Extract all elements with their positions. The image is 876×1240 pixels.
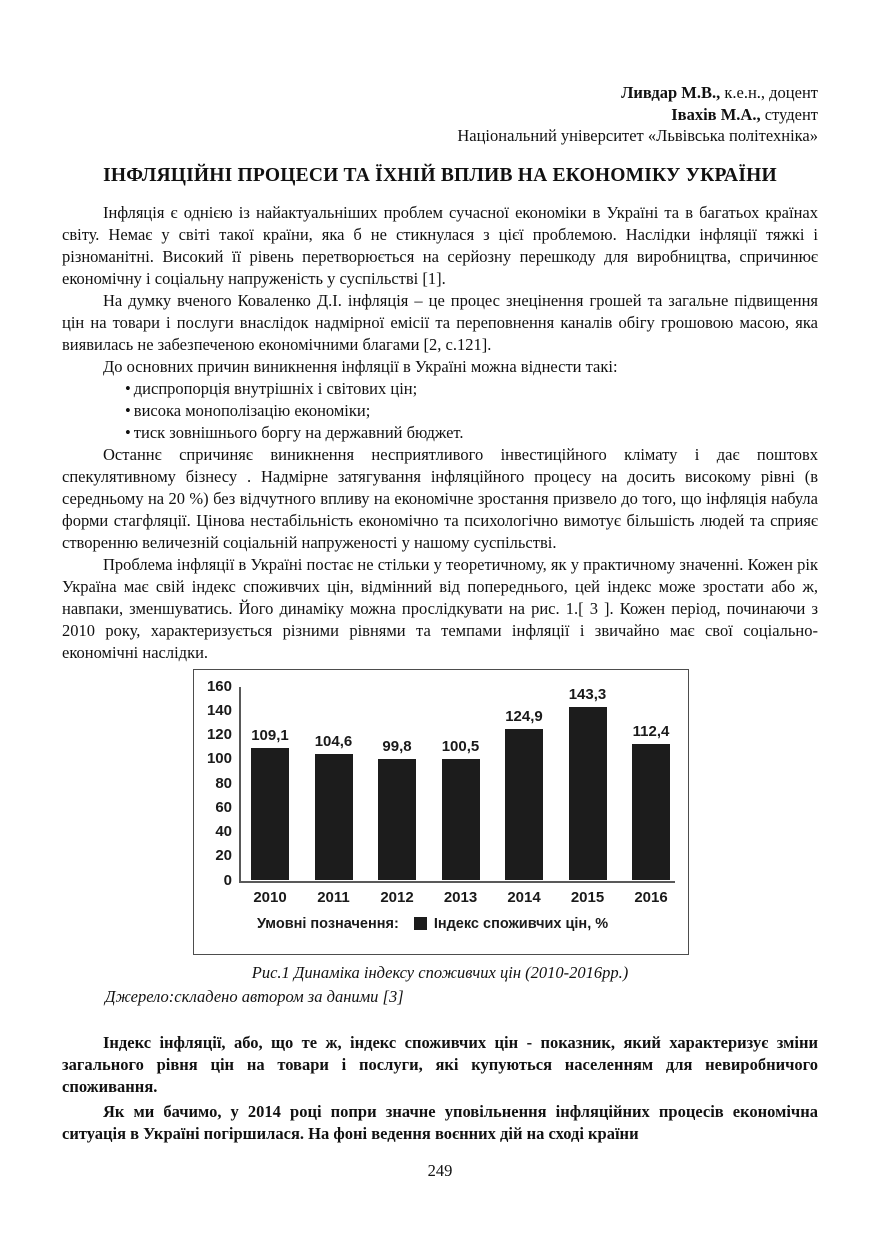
chart-legend xyxy=(257,916,608,932)
bullet-icon: • xyxy=(125,378,131,398)
bar xyxy=(442,759,480,881)
y-axis-tick-label: 80 xyxy=(215,774,232,792)
x-axis-line xyxy=(239,881,675,883)
affiliation: Національний університет «Львівська політехніка» xyxy=(457,126,818,145)
bar xyxy=(251,748,289,880)
legend-prefix: Умовні позначення: xyxy=(257,915,399,932)
body-paragraph: Індекс інфляції, або, що те ж, індекс споживчих цін - показник, який характеризує зміни загального рівня цін на товари і послуги, які купуються населенням для невиробничого споживання. xyxy=(62,1032,818,1096)
page-number: 249 xyxy=(427,1160,453,1180)
author-role: студент xyxy=(760,104,818,124)
author-name: Ливдар М.В., xyxy=(621,83,721,102)
bar xyxy=(378,759,416,880)
bar xyxy=(632,744,670,880)
bullet-item xyxy=(125,378,818,400)
legend-label: Індекс споживчих цін, % xyxy=(433,915,609,932)
bar xyxy=(505,729,543,880)
author-block xyxy=(62,82,818,147)
author-role: к.е.н., доцент xyxy=(720,83,818,102)
legend-swatch-icon xyxy=(414,917,427,930)
x-axis-tick-label: 2015 xyxy=(570,888,605,906)
x-axis-tick-label: 2013 xyxy=(443,888,478,906)
y-axis-tick-label: 20 xyxy=(215,847,232,865)
body-paragraph: Як ми бачимо, у 2014 році попри значне уповільнення інфляційних процесів економічна ситуація в Україні погіршилася. На фоні ведення воєнних дій на сході країни xyxy=(62,1101,818,1143)
body-paragraph: До основних причин виникнення інфляції в Україні можна віднести такі: xyxy=(103,356,618,376)
bar-value-label: 109,1 xyxy=(251,727,289,745)
bar-value-label: 100,5 xyxy=(441,737,480,755)
bar-value-label: 99,8 xyxy=(382,738,412,756)
y-axis-tick-label: 120 xyxy=(206,726,232,743)
figure-caption: Рис.1 Динаміка індексу споживчих цін (2010-2016рр.) xyxy=(251,962,629,982)
body-paragraph: Інфляція є однією із найактуальніших проблем сучасної економіки в Україні та в багатьох країнах світу. Немає у світі такої країни, яка б не стикнулася з цієї проблемою. Наслідки інфляції тяжкі і різноманітні. Високий її рівень перетворюється на серйозну перешкоду для виробництва, спричинює економічну і соціальну напруженість у суспільстві [1]. xyxy=(62,202,818,288)
y-axis-line xyxy=(239,687,241,883)
bar xyxy=(315,754,353,881)
bullet-item xyxy=(125,400,818,422)
x-axis-tick-label: 2012 xyxy=(380,888,414,906)
bullet-text: диспропорція внутрішніх і світових цін; xyxy=(133,378,418,398)
x-axis-tick-label: 2014 xyxy=(507,888,541,906)
bullet-icon: • xyxy=(125,400,131,420)
paragraphs-bottom xyxy=(62,1032,818,1145)
page-title: ІНФЛЯЦІЙНІ ПРОЦЕСИ ТА ЇХНІЙ ВПЛИВ НА ЕКОНОМІКУ УКРАЇНИ xyxy=(103,164,777,186)
x-axis-tick-label: 2011 xyxy=(317,888,350,906)
bullet-list xyxy=(62,378,818,444)
body-paragraph: На думку вченого Коваленко Д.І. інфляція – це процес знецінення грошей та загальне підвищення цін на товари і послуги внаслідок надмірної емісії та переповнення каналів обігу грошовою масою, яка виявилась не забезпеченою економічними благами [2, с.121]. xyxy=(62,290,818,354)
figure-source: Джерело:складено автором за даними [3] xyxy=(105,986,404,1006)
x-axis-tick-label: 2010 xyxy=(253,888,287,906)
y-axis-tick-label: 0 xyxy=(223,871,232,889)
y-axis-tick-label: 140 xyxy=(206,701,232,719)
bullet-text: висока монополізацію економіки; xyxy=(133,400,371,420)
figure-chart xyxy=(193,669,689,955)
y-axis-tick-label: 60 xyxy=(215,798,232,816)
y-axis-tick-label: 40 xyxy=(215,823,232,840)
bar-value-label: 112,4 xyxy=(632,723,670,741)
bar-value-label: 104,6 xyxy=(314,732,353,750)
bar-value-label: 143,3 xyxy=(568,685,607,703)
bullet-icon: • xyxy=(125,422,131,442)
author-line xyxy=(62,82,818,104)
y-axis-tick-label: 100 xyxy=(206,750,232,768)
bar xyxy=(569,707,607,881)
body-paragraph: Проблема інфляції в Україні постає не стільки у теоретичному, як у практичному значенні. Кожен рік Україна має свій індекс споживчих цін, відмінний від попереднього, цей індекс може зростати або ж, навпаки, зменшуватись. Його динаміку можна прослідкувати на рис. 1.[ 3 ]. Кожен період, починаючи з 2010 року, характеризується різними рівнями та темпами інфляції і звичайно має свої соціально-економічні наслідки. xyxy=(62,554,818,662)
bullet-text: тиск зовнішнього боргу на державний бюджет. xyxy=(133,422,464,442)
bullet-item xyxy=(125,422,818,444)
author-name: Івахів М.А., xyxy=(671,104,761,124)
paragraphs-mid xyxy=(62,444,818,664)
x-axis-tick-label: 2016 xyxy=(634,888,668,906)
paragraphs-top xyxy=(62,202,818,378)
bar-value-label: 124,9 xyxy=(505,708,543,726)
y-axis-tick-label: 160 xyxy=(206,677,232,695)
author-line xyxy=(62,104,818,126)
body-paragraph: Останнє спричиняє виникнення несприятливого інвестиційного клімату і дає поштовх спекулятивному бізнесу . Надмірне затягування інфляційного процесу на досить високому рівні (в середньому на 20 %) без відчутного впливу на економічне зростання призвело до того, що інфляція набула форми стагфляції. Цінова нестабільність економічно та психологічно вимотує більшість людей та сприяє створенню величезній соціальній напруженості у нашому суспільстві. xyxy=(62,444,818,552)
